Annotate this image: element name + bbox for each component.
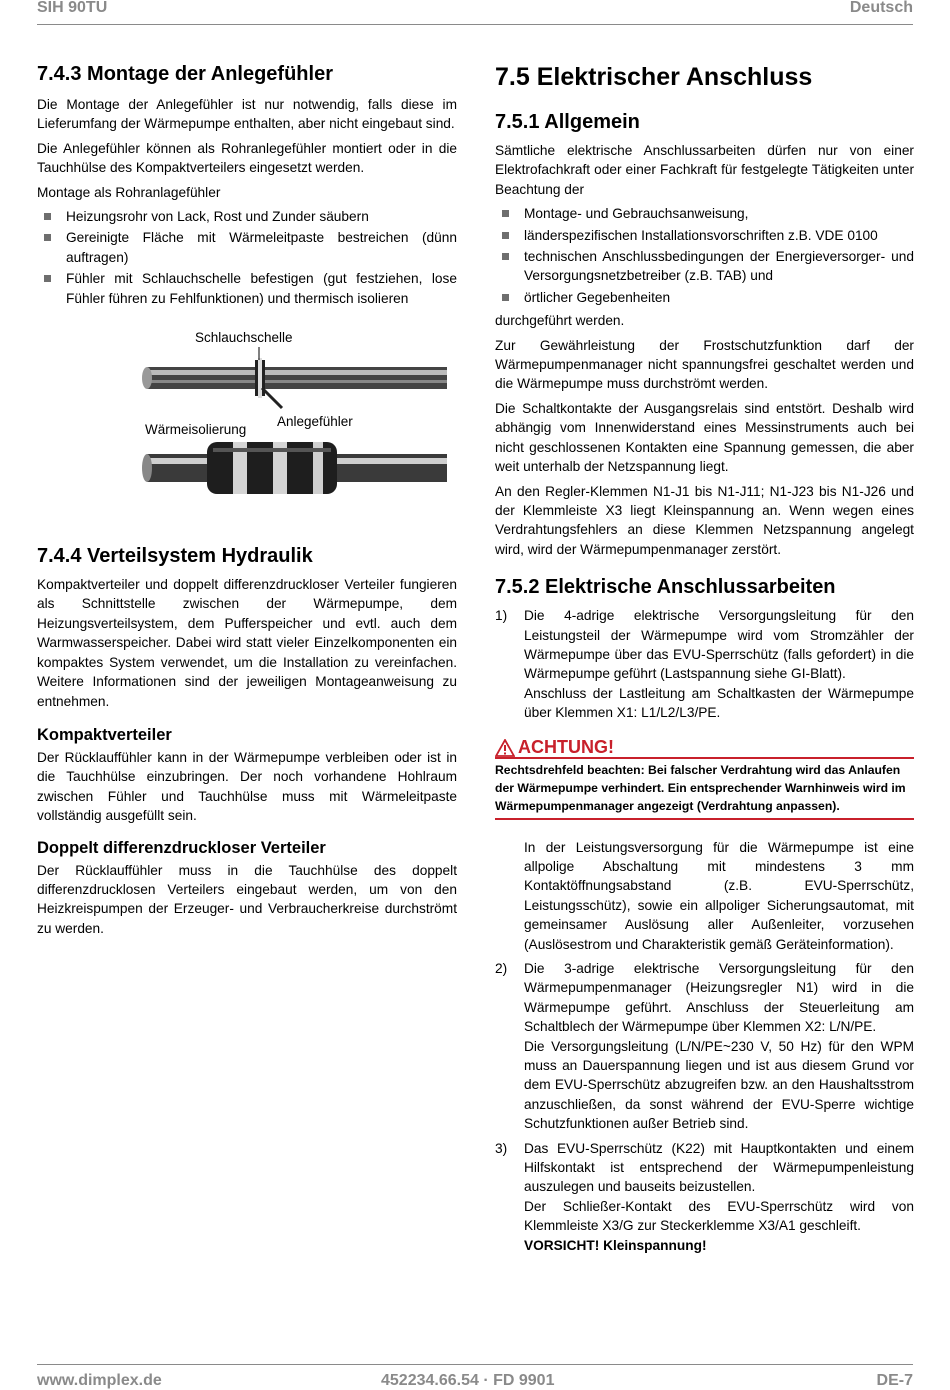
list-item: Gereinigte Fläche mit Wärmeleitpaste bestreichen (dünn auftragen) [37,228,457,267]
bullet-list [495,204,914,307]
paragraph: durchgeführt werden. [495,313,625,329]
list-item: technischen Anschlussbedingungen der Energieversorger- und Versorgungsnetzbetreiber (z.B. TAB) und [495,247,914,286]
page-footer [37,1364,913,1389]
paragraph: In der Leistungsversorgung für die Wärmepumpe ist eine allpolige Abschaltung mit mindestens 3 mm Kontaktöffnungsabstand (z.B. EVU-Sperrschütz, Leistungsschütz), sowie ein allpoliger Sicherungsautomat, mit gemeinsamer Auslösung aller Außenleiter, vorzusehen (Auslösestrom und Charakteristik gemäß Geräteinformation). [524,839,914,952]
section-7-4-4-title: 7.4.4 Verteilsystem Hydraulik [37,545,313,568]
paragraph: Sämtliche elektrische Anschlussarbeiten dürfen nur von einer Elektrofachkraft oder einer Fachkraft für festgelegte Tätigkeiten unter Beachtung der [495,143,914,197]
header-language: Deutsch [849,0,913,16]
section-7-5-2-title: 7.5.2 Elektrische Anschlussarbeiten [495,576,836,599]
paragraph: Kompaktverteiler und doppelt differenzdruckloser Verteiler fungieren als Schnittstelle zwischen der Wärmepumpe, dem Heizungsverteilsystem, dem Pufferspeicher und evtl. auch dem Warmwasserspeicher. Dabei wird statt vieler Einzelkomponenten ein kompaktes System verwendet, um die Installation zu vereinfachen. Weitere Informationen sind der jeweiligen Montageanweisung zu entnehmen. [37,577,457,709]
left-column [37,62,457,943]
item-number: 1) [495,608,508,624]
footer-document-number: 452234.66.54 · FD 9901 [381,1372,555,1389]
warning-triangle-icon [495,739,515,757]
pipe-illustration [37,322,457,512]
paragraph: Die Anlegefühler können als Rohranlegefühler montiert oder in die Tauchhülse des Kompaktverteilers eingesetzt werden. [37,140,457,176]
list-item: Fühler mit Schlauchschelle befestigen (gut festziehen, lose Fühler führen zu Fehlfunktionen) und thermisch isolieren [37,269,457,308]
list-item: länderspezifischen Installationsvorschriften z.B. VDE 0100 [495,226,914,245]
paragraph: Der Schließer-Kontakt des EVU-Sperrschütz wird von Klemmleiste X3/G zur Steckerklemme X3/A1 geschleift. [524,1198,914,1234]
paragraph: Der Rücklauffühler muss in die Tauchhülse des doppelt differenzdrucklosen Verteilers eingebaut werden, um von den Heizkreispumpen der Erzeuger- und Verbraucherkreise durchströmt zu werden. [37,862,457,936]
figure-label-clamp: Schlauchschelle [195,330,293,346]
right-column [495,62,914,1260]
paragraph: Die 3-adrige elektrische Versorgungsleitung für den Wärmepumpenmanager (Heizungsregler N1) wird in die Wärmepumpe geführt. Anschluss der Steuerleitung am Schaltblech der Wärmepumpe über Klemmen X2: L/N/PE. [524,961,914,1035]
paragraph: Die Montage der Anlegefühler ist nur notwendig, falls diese im Lieferumfang der Wärmepumpe enthalten, aber nicht eingebaut sind. [37,97,457,132]
figure-label-insulation: Wärmeisolierung [145,422,247,438]
paragraph: Der Rücklauffühler kann in der Wärmepumpe verbleiben oder ist in die Tauchhülse einzubringen. Der noch vorhandene Hohlraum zwischen Fühler und Tauchhülse muss mit Wärmeleitpaste vollständig ausgefüllt sein. [37,749,457,824]
paragraph: Die 4-adrige elektrische Versorgungsleitung für den Leistungsteil der Wärmepumpe wird vom Stromzähler der Wärmepumpe über das EVU-Sperrschütz (falls gefordert) in die Wärmepumpe geführt (Lastspannung siehe GI-Blatt). [524,608,914,682]
numbered-item-2 [495,959,914,1134]
sensor-mounting-figure [37,322,457,512]
list-item: Montage- und Gebrauchsanweisung, [495,204,914,223]
paragraph: Zur Gewährleistung der Frostschutzfunktion darf der Wärmepumpenmanager nicht spannungsfrei geschaltet werden und die Wärmepumpe muss durchströmt werden. [495,337,914,392]
subheading-kompaktverteiler: Kompaktverteiler [37,725,172,744]
numbered-item-1 [495,606,914,722]
list-item: Heizungsrohr von Lack, Rost und Zunder säubern [37,207,457,226]
section-7-4-3-title: 7.4.3 Montage der Anlegefühler [37,63,333,85]
header-product: SIH 90TU [37,0,108,16]
item-number: 2) [495,961,508,976]
list-item: örtlicher Gegebenheiten [495,288,914,307]
page-header [37,0,913,25]
section-7-5-title: 7.5 Elektrischer Anschluss [495,63,813,91]
paragraph: An den Regler-Klemmen N1-J1 bis N1-J11; N1-J23 bis N1-J26 und der Klemmleiste X3 liegt Kleinspannung an. Wenn wegen eines Verdrahtungsfehlers an diese Klemmen Netzspannung angelegt wird, wird der Wärmepumpenmanager zerstört. [495,483,914,557]
paragraph: Montage als Rohranlagefühler [37,184,221,200]
warning-box [495,737,914,820]
footer-website: www.dimplex.de [37,1372,162,1389]
figure-label-sensor: Anlegefühler [277,414,353,430]
warning-text: Rechtsdrehfeld beachten: Bei falscher Verdrahtung wird das Anlaufen der Wärmepumpe verhindert. Ein entsprechender Warnhinweis wird im Wärmepumpenmanager angezeigt (Verdrahtung anpassen). [495,762,906,813]
section-7-5-1-title: 7.5.1 Allgemein [495,111,640,133]
item-number: 3) [495,1140,508,1156]
paragraph: Das EVU-Sperrschütz (K22) mit Hauptkontakten und einem Hilfskontakt ist entsprechend der Wärmepumpenleistung auszulegen und bauseits beizustellen. [524,1140,914,1195]
subheading-doppelt-verteiler: Doppelt differenzdruckloser Verteiler [37,838,326,857]
caution-note: VORSICHT! Kleinspannung! [524,1237,707,1253]
bullet-list [37,207,457,308]
paragraph: Anschluss der Lastleitung am Schaltkasten der Wärmepumpe über Klemmen X1: L1/L2/L3/PE. [524,685,914,721]
numbered-item-3 [495,1139,914,1255]
paragraph: Die Schaltkontakte der Ausgangsrelais sind entstört. Deshalb wird abhängig vom Innenwiderstand eines Messinstruments auch bei nicht geschlossenen Kontakten eine Spannung gemessen, die aber weit unterhalb der Netzspannung liegt. [495,400,914,475]
footer-page-number: DE-7 [876,1372,913,1389]
warning-title: ACHTUNG! [518,737,614,758]
warning-header [495,737,614,759]
paragraph: Die Versorgungsleitung (L/N/PE~230 V, 50 Hz) für den WPM muss an Dauerspannung liegen und ist aus diesem Grund vor dem EVU-Sperrschütz abzugreifen bzw. an den Haushaltsstrom anzuschließen, da sonst während der EVU-Sperre wichtige Schutzfunktionen außer Betrieb sind. [524,1038,914,1132]
